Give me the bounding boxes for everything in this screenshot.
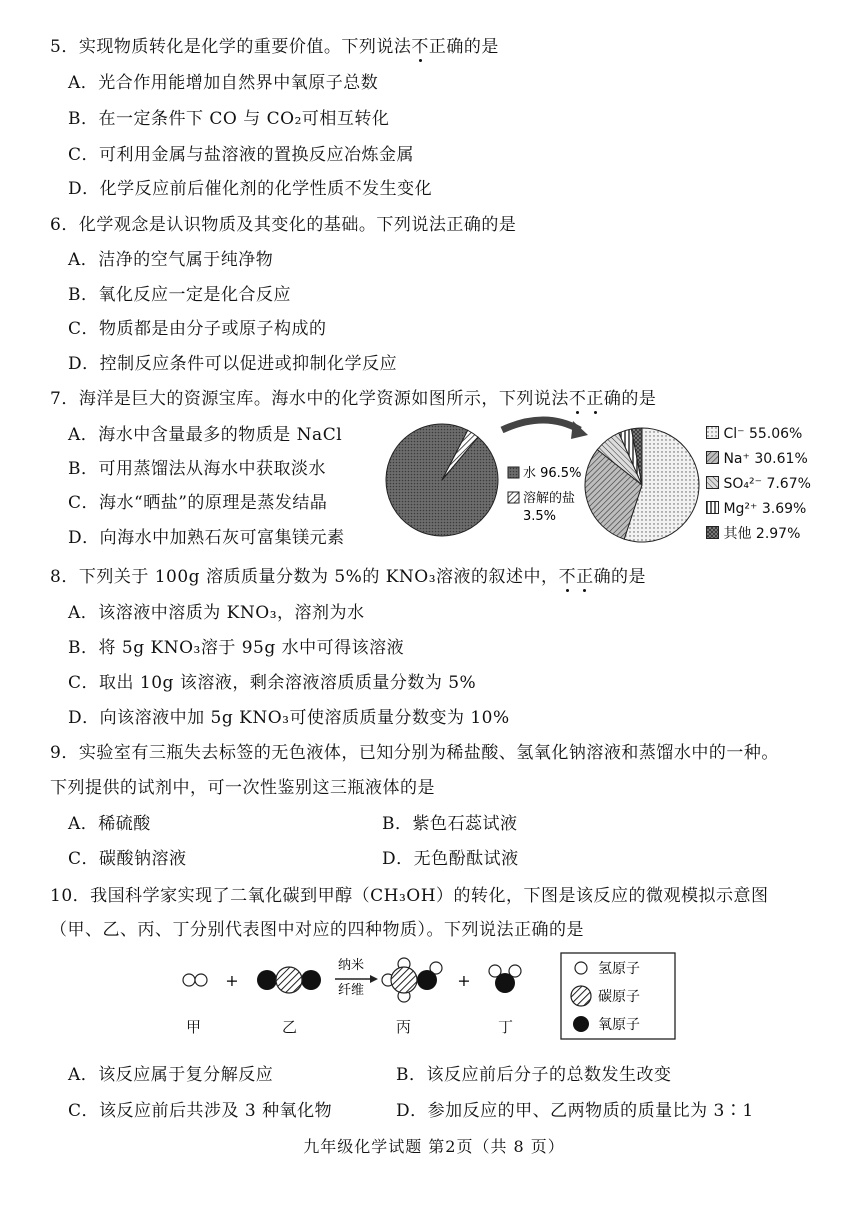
legend-carbon-label: 碳原子: [598, 989, 640, 1005]
q8-not: 不: [558, 567, 577, 587]
q10-option-a: A．该反应属于复分解反应: [68, 1065, 274, 1085]
legend-cl-ion: Cl⁻: [723, 426, 745, 442]
q7-option-a: A．海水中含量最多的物质是 NaCl: [68, 425, 343, 445]
legend-water-label: 水 96.5%: [523, 466, 582, 481]
q10-option-b: B．该反应前后分子的总数发生改变: [396, 1065, 672, 1085]
q7-option-c: C．海水“晒盐”的原理是蒸发结晶: [68, 493, 328, 513]
q10-option-c: C．该反应前后共涉及 3 种氧化物: [68, 1101, 333, 1121]
q9-stem-line2: 下列提供的试剂中，可一次性鉴别这三瓶液体的是: [50, 778, 435, 798]
legend-cl-value: 55.06%: [748, 426, 803, 442]
legend-other-ion: 其他: [723, 526, 752, 542]
q6-option-d: D．控制反应条件可以促进或抑制化学反应: [68, 354, 398, 374]
legend-so4-ion: SO₄²⁻: [723, 476, 762, 492]
q5-stem-text: 5．实现物质转化是化学的重要价值。下列说法: [50, 37, 412, 57]
label-yi: 乙: [282, 1018, 298, 1036]
label-jia: 甲: [186, 1018, 202, 1036]
plus-sign-1: +: [225, 971, 239, 990]
legend-salt-label: 溶解的盐: [523, 491, 576, 506]
q7-stem-text: 7．海洋是巨大的资源宝库。海水中的化学资源如图所示，下列说法: [50, 389, 569, 409]
legend-oxygen-icon: [573, 1016, 589, 1032]
legend-carbon-icon: [571, 986, 591, 1006]
q6-option-a: A．洁净的空气属于纯净物: [68, 250, 274, 270]
q7-stem-end: 确的是: [603, 389, 657, 409]
legend-cl: [706, 425, 802, 443]
plus-sign-2: +: [457, 971, 471, 990]
molecule-jia-h2: [183, 974, 207, 986]
q8-option-c: C．取出 10g 该溶液，剩余溶液溶质质量分数为 5%: [68, 673, 477, 693]
reaction-arrow-head: [370, 975, 378, 983]
legend-hydrogen-icon: [575, 962, 587, 974]
curved-arrow-head: [571, 421, 588, 439]
molecule-ding-h2o: [489, 965, 521, 993]
q5-stem: [50, 36, 499, 58]
q7-stem-mid: 正: [586, 389, 604, 409]
q5-not: 不: [411, 37, 429, 57]
legend-so4-value: 7.67%: [766, 476, 811, 492]
q7-stem: [50, 388, 656, 410]
q8-option-b: B．将 5g KNO₃溶于 95g 水中可得该溶液: [68, 638, 405, 658]
q8-stem: [50, 566, 646, 588]
q9-option-b: B．紫色石蕊试液: [382, 814, 518, 834]
label-ding: 丁: [498, 1018, 514, 1036]
reaction-micro-diagram: [170, 952, 680, 1044]
legend-other: [706, 525, 800, 543]
q8-stem-mid: 正: [576, 567, 594, 587]
q5-option-d: D．化学反应前后催化剂的化学性质不发生变化: [68, 179, 433, 199]
legend-mg-swatch: [706, 501, 719, 514]
pie-right-group: [585, 428, 699, 542]
molecule-bing-ch3oh: [382, 958, 442, 1002]
legend-other-value: 2.97%: [755, 526, 801, 542]
q7-option-d: D．向海水中加熟石灰可富集镁元素: [68, 528, 345, 548]
legend-salt-swatch: [508, 492, 519, 503]
q10-stem-line1: 10．我国科学家实现了二氧化碳到甲醇（CH₃OH）的转化，下图是该反应的微观模拟示意图: [50, 886, 769, 906]
q5-option-a: A．光合作用能增加自然界中氧原子总数: [68, 73, 379, 93]
molecule-yi-co2: [257, 967, 321, 993]
legend-cl-swatch: [706, 426, 719, 439]
legend-na: [706, 450, 808, 468]
q10-stem-line2: （甲、乙、丙、丁分别代表图中对应的四种物质）。下列说法正确的是: [50, 920, 584, 940]
q9-option-d: D．无色酚酞试液: [382, 849, 519, 869]
legend-mg: [706, 500, 806, 518]
legend-na-value: 30.61%: [754, 451, 808, 467]
legend-so4: [706, 475, 811, 493]
legend-so4-swatch: [706, 476, 719, 489]
seawater-pie-charts: [380, 410, 700, 560]
q5-option-c: C．可利用金属与盐溶液的置换反应冶炼金属: [68, 145, 415, 165]
q9-stem-line1: 9．实验室有三瓶失去标签的无色液体，已知分别为稀盐酸、氢氧化钠溶液和蒸馏水中的一种。: [50, 743, 779, 763]
arrow-condition-top: 纳米: [338, 958, 365, 973]
q5-option-b: B．在一定条件下 CO 与 CO₂可相互转化: [68, 109, 390, 129]
label-bing: 丙: [396, 1018, 412, 1036]
legend-na-swatch: [706, 451, 719, 464]
legend-na-ion: Na⁺: [723, 451, 750, 467]
arrow-condition-bottom: 纤维: [338, 983, 365, 998]
legend-oxygen-label: 氧原子: [598, 1017, 640, 1033]
legend-mg-ion: Mg²⁺: [723, 501, 758, 517]
q10-option-d: D．参加反应的甲、乙两物质的质量比为 3∶1: [396, 1101, 754, 1121]
legend-mg-value: 3.69%: [761, 501, 807, 517]
q8-option-d: D．向该溶液中加 5g KNO₃可使溶质质量分数变为 10%: [68, 708, 510, 728]
page-footer: 九年级化学试题 第2页（共 8 页）: [303, 1137, 565, 1156]
q7-not: 不: [568, 389, 587, 409]
q8-stem-end: 确的是: [593, 567, 647, 587]
legend-other-swatch: [706, 526, 719, 539]
q7-option-b: B．可用蒸馏法从海水中获取淡水: [68, 459, 326, 479]
q9-option-a: A．稀硫酸: [68, 814, 151, 834]
q6-option-b: B．氧化反应一定是化合反应: [68, 285, 291, 305]
pie-left-group: [386, 424, 498, 536]
curved-arrow: [502, 420, 580, 430]
q9-option-c: C．碳酸钠溶液: [68, 849, 187, 869]
q8-option-a: A．该溶液中溶质为 KNO₃，溶剂为水: [68, 603, 365, 623]
legend-hydrogen-label: 氢原子: [598, 961, 640, 977]
q5-stem-end: 正确的是: [428, 37, 499, 57]
q6-option-c: C．物质都是由分子或原子构成的: [68, 319, 327, 339]
legend-salt-value: 3.5%: [523, 509, 557, 524]
q6-stem: 6．化学观念是认识物质及其变化的基础。下列说法正确的是: [50, 215, 517, 235]
legend-water-swatch: [508, 467, 519, 478]
q8-stem-text: 8．下列关于 100g 溶质质量分数为 5%的 KNO₃溶液的叙述中，: [50, 567, 559, 587]
